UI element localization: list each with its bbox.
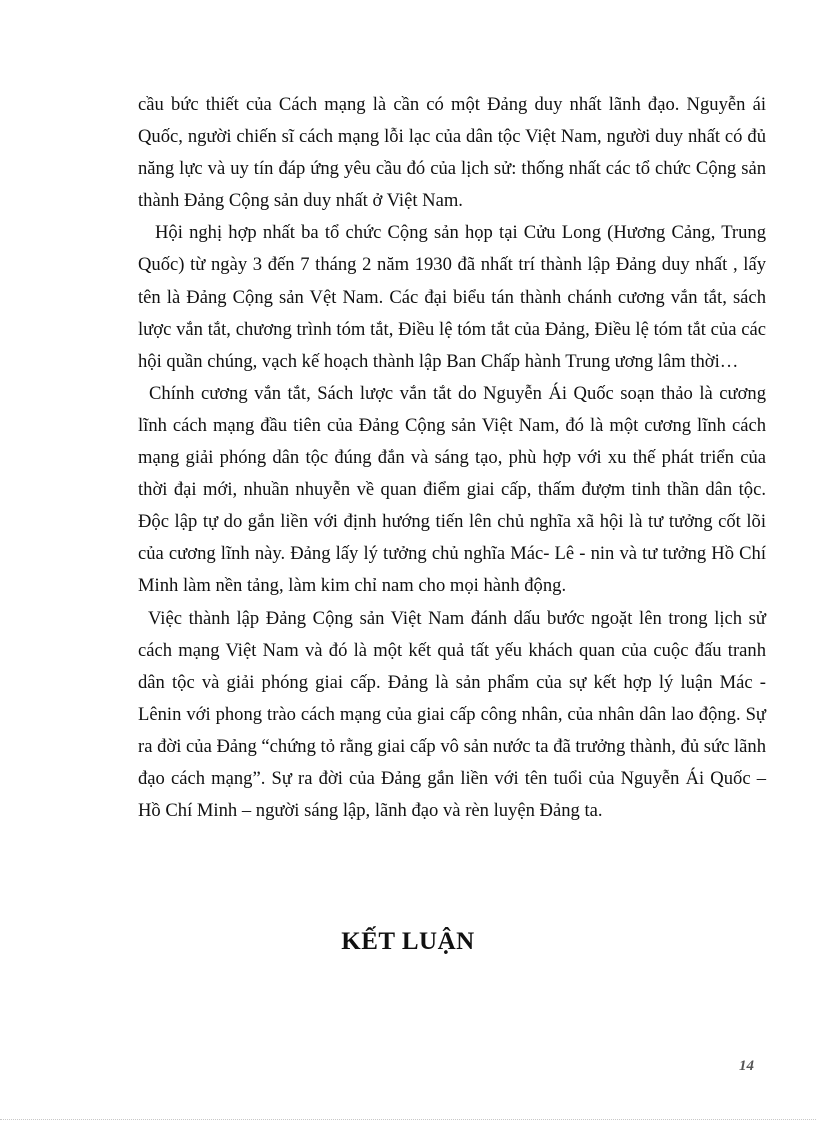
paragraph-continuation: cầu bức thiết của Cách mạng là cần có một Đảng duy nhất lãnh đạo. Nguyễn ái Quốc, người chiến sĩ cách mạng lỗi lạc của dân tộc Việt Nam, người duy nhất có đủ năng lực và uy tín đáp ứng yêu cầu đó của lịch sử: thống nhất các tổ chức Cộng sản thành Đảng Cộng sản duy nhất ở Việt Nam. <box>138 94 766 212</box>
section-heading-conclusion: KẾT LUẬN <box>341 928 475 955</box>
page-bottom-divider <box>0 1119 816 1120</box>
page-number: 14 <box>739 1058 754 1074</box>
paragraph-party-founding-significance: Việc thành lập Đảng Cộng sản Việt Nam đánh dấu bước ngoặt lên trong lịch sử cách mạng Việt Nam và đó là một kết quả tất yếu khách quan của cuộc đấu tranh dân tộc và giải phóng giai cấp. Đảng là sản phẩm của sự kết hợp lý luận Mác - Lênin với phong trào cách mạng của giai cấp công nhân, của nhân dân lao động. Sự ra đời của Đảng “chứng tỏ rằng giai cấp vô sản nước ta đã trưởng thành, đủ sức lãnh đạo cách mạng”. Sự ra đời của Đảng gắn liền với tên tuổi của Nguyễn Ái Quốc – Hồ Chí Minh – người sáng lập, lãnh đạo và rèn luyện Đảng ta. <box>138 607 766 822</box>
body-text <box>138 89 766 827</box>
paragraph-party-merger-conference: Hội nghị hợp nhất ba tổ chức Cộng sản họp tại Cửu Long (Hương Cảng, Trung Quốc) từ ngày 3 đến 7 tháng 2 năm 1930 đã nhất trí thành lập Đảng duy nhất , lấy tên là Đảng Cộng sản Vệt Nam. Các đại biểu tán thành chánh cương vắn tắt, sách lược vắn tắt, chương trình tóm tắt, Điều lệ tóm tắt của Đảng, Điều lệ tóm tắt của các hội quần chúng, vạch kế hoạch thành lập Ban Chấp hành Trung ương lâm thời… <box>138 222 766 372</box>
paragraph-political-platform: Chính cương vắn tắt, Sách lược vắn tắt do Nguyễn Ái Quốc soạn thảo là cương lĩnh cách mạng đầu tiên của Đảng Cộng sản Việt Nam, đó là một cương lĩnh cách mạng giải phóng dân tộc đúng đắn và sáng tạo, phù hợp với xu thế phát triển của thời đại mới, nhuần nhuyễn về quan điểm giai cấp, thấm đượm tinh thần dân tộc. Độc lập tự do gắn liền với định hướng tiến lên chủ nghĩa xã hội là tư tưởng cốt lõi của cương lĩnh này. Đảng lấy lý tưởng chủ nghĩa Mác- Lê - nin và tư tưởng Hồ Chí Minh làm nền tảng, làm kim chỉ nam cho mọi hành động. <box>138 382 766 597</box>
